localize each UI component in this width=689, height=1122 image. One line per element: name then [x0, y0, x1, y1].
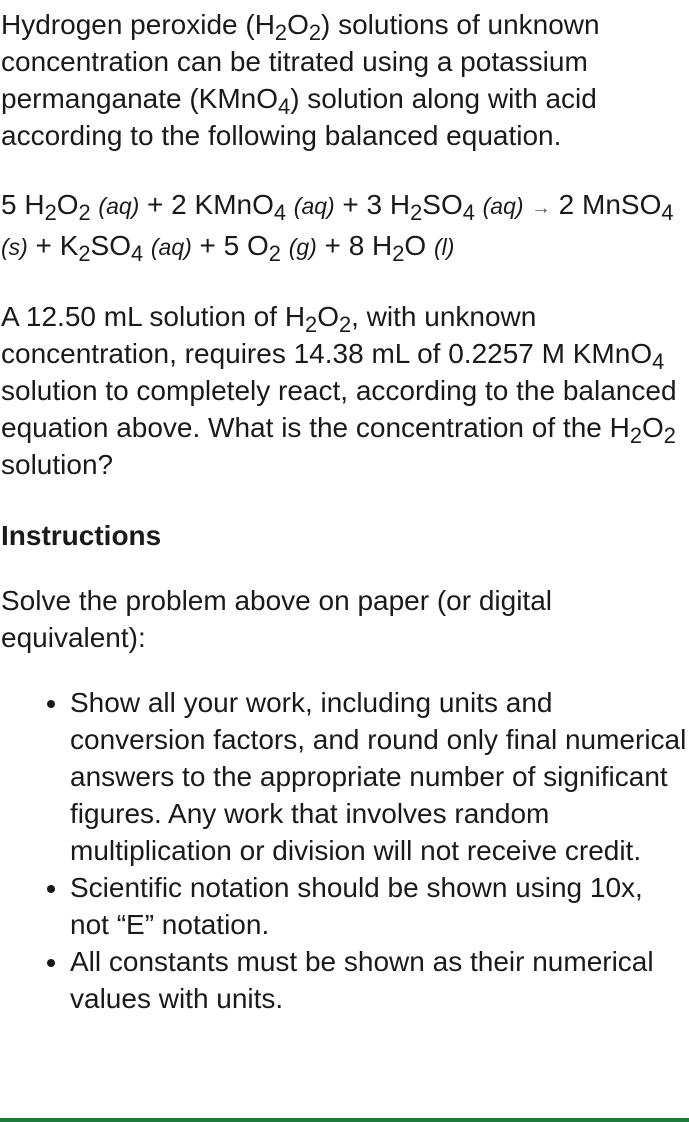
intro-text: Hydrogen peroxide (H: [1, 9, 275, 40]
question-text: solution?: [1, 449, 114, 480]
product-water: O: [404, 230, 427, 261]
instructions-lead: Solve the problem above on paper (or digital equivalent):: [1, 585, 553, 653]
subscript: 4: [661, 200, 674, 226]
reactant-hydrogen-peroxide: O: [56, 189, 79, 220]
balanced-equation: [1, 186, 687, 266]
subscript: 4: [462, 200, 475, 226]
subscript: 4: [273, 200, 287, 226]
subscript: 2: [274, 20, 288, 46]
problem-content: [1, 6, 687, 1017]
subscript: 2: [44, 200, 57, 226]
question-text: , with unknown concentration, requires 14.38 mL of 0.2257 M KMnO: [1, 301, 653, 369]
state-label: (aq): [482, 193, 524, 219]
question-text: A 12.50 mL solution of H: [1, 301, 306, 332]
reactant-sulfuric-acid: 3 H: [366, 189, 411, 220]
state-label: (s): [1, 234, 28, 260]
question-text: O: [317, 301, 339, 332]
plus-sign: +: [334, 189, 367, 220]
reaction-arrow-icon: →: [531, 197, 551, 219]
subscript: 2: [305, 312, 318, 338]
state-label: (aq): [293, 193, 335, 219]
plus-sign: +: [316, 230, 349, 261]
state-label: (l): [433, 234, 455, 260]
subscript: 4: [130, 241, 144, 267]
product-manganese-sulfate: MnSO: [582, 189, 662, 220]
reactant-hydrogen-peroxide: 5 H: [1, 189, 45, 220]
product-coefficient: 2: [558, 189, 575, 220]
subscript: 2: [410, 200, 423, 226]
reactant-permanganate: 2 KMnO: [171, 189, 274, 220]
reactant-sulfuric-acid: SO: [422, 189, 463, 220]
product-potassium-sulfate: K: [59, 230, 79, 261]
intro-text: O: [287, 9, 309, 40]
plus-sign: +: [191, 230, 224, 261]
subscript: 2: [663, 423, 676, 449]
subscript: 2: [78, 200, 91, 226]
question-paragraph: [1, 298, 687, 483]
product-oxygen: 5 O: [223, 230, 269, 261]
intro-text: ) solution along with acid according to the following balanced equation.: [1, 83, 597, 151]
plus-sign: +: [139, 189, 172, 220]
subscript: 2: [392, 241, 405, 267]
subscript: 2: [268, 241, 281, 267]
subscript: 4: [278, 94, 291, 120]
instruction-item: • All constants must be shown as their numerical values with units.: [70, 943, 687, 1017]
subscript: 4: [652, 349, 665, 375]
intro-text: ) solutions of unknown concentration can be titrated using a potassium permanganate (KMnO: [1, 9, 600, 114]
instructions-heading: Instructions: [1, 520, 162, 551]
question-text: solution to completely react, according to the balanced equation above. What is the concentration of the H: [1, 375, 677, 443]
state-label: (aq): [98, 193, 140, 219]
subscript: 2: [78, 241, 91, 267]
instruction-item: • Scientific notation should be shown using 10x, not “E” notation.: [70, 869, 687, 943]
intro-paragraph: [1, 6, 687, 154]
state-label: (aq): [150, 234, 192, 260]
instruction-item: • Show all your work, including units and conversion factors, and round only final numerical answers to the appropriate number of significant figures. Any work that involves random multiplication or division will not receive credit.: [70, 684, 687, 869]
subscript: 2: [308, 20, 321, 46]
product-water: 8 H: [348, 230, 393, 261]
product-potassium-sulfate: SO: [90, 230, 131, 261]
instructions-list: [1, 684, 687, 1017]
plus-sign: +: [27, 230, 60, 261]
subscript: 2: [629, 423, 642, 449]
state-label: (g): [288, 234, 317, 260]
question-text: O: [641, 412, 664, 443]
subscript: 2: [338, 312, 352, 338]
bottom-divider: [0, 1118, 689, 1122]
